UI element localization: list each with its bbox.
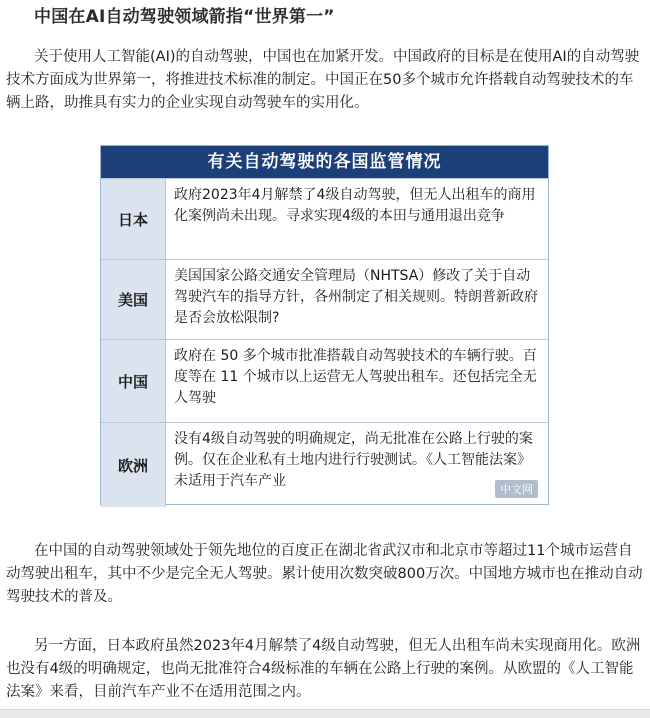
- horizontal-scrollbar[interactable]: [0, 709, 650, 718]
- regulation-table: [100, 145, 549, 505]
- regulation-text-europe: 没有4级自动驾驶的明确规定，尚无批准在公路上行驶的案例。仅在企业私有土地内进行行驶测试。《人工智能法案》未适用于汽车产业: [165, 423, 548, 507]
- paragraph-intro: 关于使用人工智能(AI)的自动驾驶，中国也在加紧开发。中国政府的目标是在使用AI的自动驾驶技术方面成为世界第一，将推进技术标准的制定。中国正在50多个城市允许搭载自动驾驶技术的车辆上路，助推具有实力的企业实现自动驾驶车的实用化。: [6, 49, 640, 111]
- regulation-text-japan: 政府2023年4月解禁了4级自动驾驶，但无人出租车的商用化案例尚未出现。寻求实现4级的本田与通用退出竞争: [165, 179, 548, 259]
- country-cell-europe: 欧洲: [101, 423, 165, 507]
- source-watermark: 中文网: [495, 480, 538, 498]
- table-row: [101, 422, 548, 507]
- country-cell-usa: 美国: [101, 260, 165, 339]
- paragraph-comparison: 另一方面，日本政府虽然2023年4月解禁了4级自动驾驶，但无人出租车尚未实现商用化。欧洲也没有4级的明确规定，也尚无批准符合4级标准的车辆在公路上行驶的案例。从欧盟的《人工智能法案》来看，目前汽车产业不在适用范围之内。: [6, 638, 641, 700]
- table-row: [101, 259, 548, 339]
- article-title: 中国在AI自动驾驶领域箭指“世界第一”: [34, 7, 335, 27]
- table-header: 有关自动驾驶的各国监管情况: [101, 146, 548, 178]
- regulation-text-usa: 美国国家公路交通安全管理局（NHTSA）修改了关于自动驾驶汽车的指导方针，各州制定了相关规则。特朗普新政府是否会放松限制?: [165, 260, 548, 339]
- table-row: [101, 178, 548, 259]
- country-cell-japan: 日本: [101, 179, 165, 259]
- table-row: [101, 339, 548, 422]
- regulation-text-china: 政府在 50 多个城市批准搭载自动驾驶技术的车辆行驶。百度等在 11 个城市以上运营无人驾驶出租车。还包括完全无人驾驶: [165, 340, 548, 422]
- paragraph-baidu: 在中国的自动驾驶领域处于领先地位的百度正在湖北省武汉市和北京市等超过11个城市运营自动驾驶出租车，其中不少是完全无人驾驶。累计使用次数突破800万次。中国地方城市也在推动自动驾驶技术的普及。: [6, 543, 643, 605]
- country-cell-china: 中国: [101, 340, 165, 422]
